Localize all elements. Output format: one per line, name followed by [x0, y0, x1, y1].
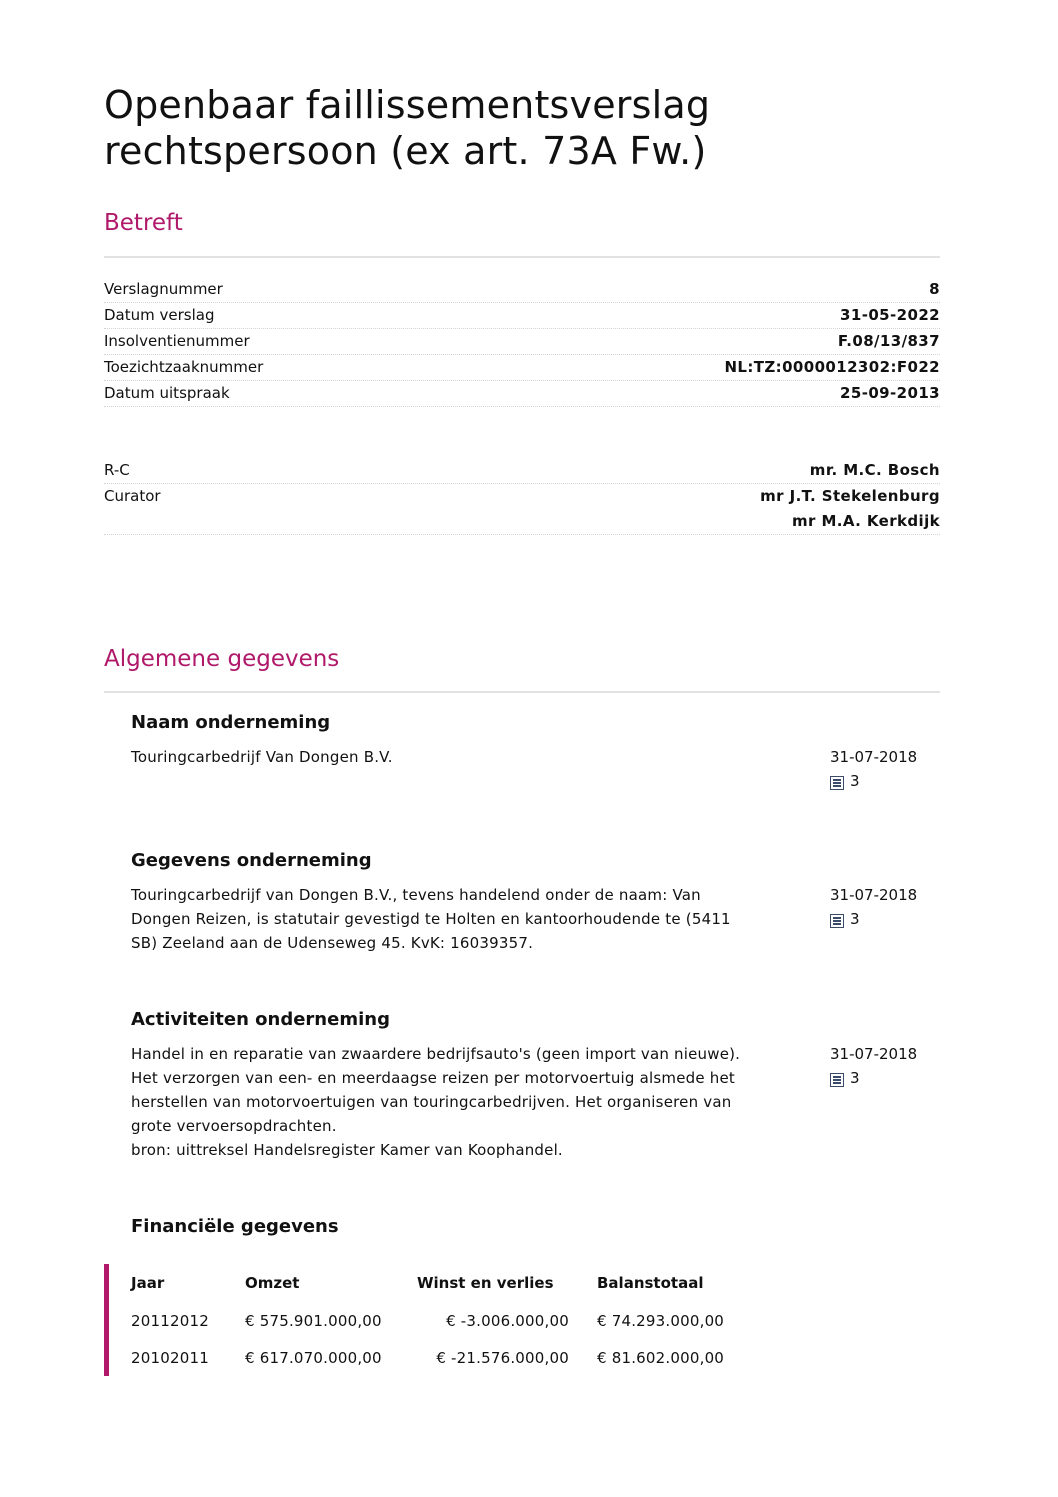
detail-label: Datum verslag [104, 306, 215, 324]
block-date: 31-07-2018 [830, 886, 918, 904]
text-line: Dongen Reizen, is statutair gevestigd te Holten en kantoorhoudende te (5411 [131, 910, 731, 928]
block-date: 31-07-2018 [830, 1045, 918, 1063]
title-line-1: Openbaar faillissementsverslag [104, 83, 711, 127]
document-icon [830, 914, 844, 928]
cell-balanstotaal: € 74.293.000,00 [597, 1311, 725, 1330]
cell-jaar: 20102011 [131, 1348, 209, 1367]
cell-omzet: € 617.070.000,00 [245, 1348, 382, 1367]
document-reference[interactable] [830, 769, 940, 793]
cell-balanstotaal: € 81.602.000,00 [597, 1348, 725, 1367]
block-title: Activiteiten onderneming [131, 1009, 390, 1030]
column-header-jaar: Jaar [131, 1274, 165, 1292]
rc-label: R-C [104, 461, 130, 479]
block-meta [830, 745, 940, 793]
table-row [131, 1302, 767, 1339]
text-line: bron: uittreksel Handelsregister Kamer van Koophandel. [131, 1141, 563, 1159]
column-header-omzet: Omzet [245, 1274, 300, 1292]
block-date: 31-07-2018 [830, 748, 918, 766]
detail-value: 31-05-2022 [840, 306, 940, 324]
reference-number: 3 [850, 772, 860, 790]
text-line: Het verzorgen van een- en meerdaagse reizen per motorvoertuig alsmede het [131, 1069, 735, 1087]
text-line: SB) Zeeland aan de Udenseweg 45. KvK: 16039357. [131, 934, 534, 952]
block-title: Gegevens onderneming [131, 850, 372, 871]
detail-row-insolventienummer [104, 329, 940, 355]
block-text [131, 1042, 801, 1162]
block-financiele-gegevens [131, 1216, 940, 1249]
court-officials [104, 458, 940, 535]
curator-value: mr M.A. Kerkdijk [792, 512, 940, 530]
document-reference[interactable] [830, 907, 940, 931]
block-title: Naam onderneming [131, 712, 331, 733]
block-meta [830, 1042, 940, 1162]
detail-value: F.08/13/837 [837, 332, 940, 350]
text-line: Handel in en reparatie van zwaardere bedrijfsauto's (geen import van nieuwe). [131, 1045, 741, 1063]
block-naam-onderneming [131, 712, 940, 793]
block-text [131, 883, 801, 955]
cell-winst-en-verlies: € -3.006.000,00 [446, 1311, 569, 1330]
block-title: Financiële gegevens [131, 1216, 339, 1237]
detail-row-curator [104, 484, 940, 509]
reference-number: 3 [850, 910, 860, 928]
rc-value: mr. M.C. Bosch [809, 461, 940, 479]
cell-omzet: € 575.901.000,00 [245, 1311, 382, 1330]
block-meta [830, 883, 940, 955]
detail-value: NL:TZ:0000012302:F022 [724, 358, 940, 376]
column-header-winst-en-verlies: Winst en verlies [417, 1274, 554, 1292]
text-line: Touringcarbedrijf van Dongen B.V., tevens handelend onder de naam: Van [131, 886, 701, 904]
financial-table-wrapper [104, 1264, 945, 1376]
detail-label: Verslagnummer [104, 280, 223, 298]
detail-row-toezichtzaaknummer [104, 355, 940, 381]
section-divider [104, 691, 940, 693]
detail-value: 8 [929, 280, 940, 298]
cell-jaar: 20112012 [131, 1311, 209, 1330]
block-activiteiten-onderneming [131, 1009, 940, 1162]
detail-row-datum-verslag [104, 303, 940, 329]
block-gegevens-onderneming [131, 850, 940, 955]
block-text: Touringcarbedrijf Van Dongen B.V. [131, 748, 393, 766]
curator-label: Curator [104, 487, 161, 505]
financial-table [131, 1264, 767, 1376]
page-title [104, 82, 710, 174]
section-divider [104, 256, 940, 258]
detail-row-curator-2 [104, 509, 940, 535]
text-line: grote vervoersopdrachten. [131, 1117, 337, 1135]
text-line: herstellen van motorvoertuigen van touringcarbedrijven. Het organiseren van [131, 1093, 732, 1111]
section-title-algemeen: Algemene gegevens [104, 646, 340, 672]
detail-row-rc [104, 458, 940, 484]
detail-row-verslagnummer [104, 277, 940, 303]
case-details [104, 277, 940, 407]
detail-label: Toezichtzaaknummer [104, 358, 264, 376]
document-icon [830, 1073, 844, 1087]
detail-label: Datum uitspraak [104, 384, 230, 402]
detail-row-datum-uitspraak [104, 381, 940, 407]
column-header-balanstotaal: Balanstotaal [597, 1274, 704, 1292]
section-title-betreft: Betreft [104, 210, 183, 236]
document-icon [830, 776, 844, 790]
detail-label: Insolventienummer [104, 332, 250, 350]
detail-value: 25-09-2013 [840, 384, 940, 402]
reference-number: 3 [850, 1069, 860, 1087]
table-header-row [131, 1264, 767, 1302]
title-line-2: rechtspersoon (ex art. 73A Fw.) [104, 129, 707, 173]
table-row [131, 1339, 767, 1376]
cell-winst-en-verlies: € -21.576.000,00 [436, 1348, 569, 1367]
curator-value: mr J.T. Stekelenburg [760, 487, 940, 505]
document-reference[interactable] [830, 1066, 940, 1090]
